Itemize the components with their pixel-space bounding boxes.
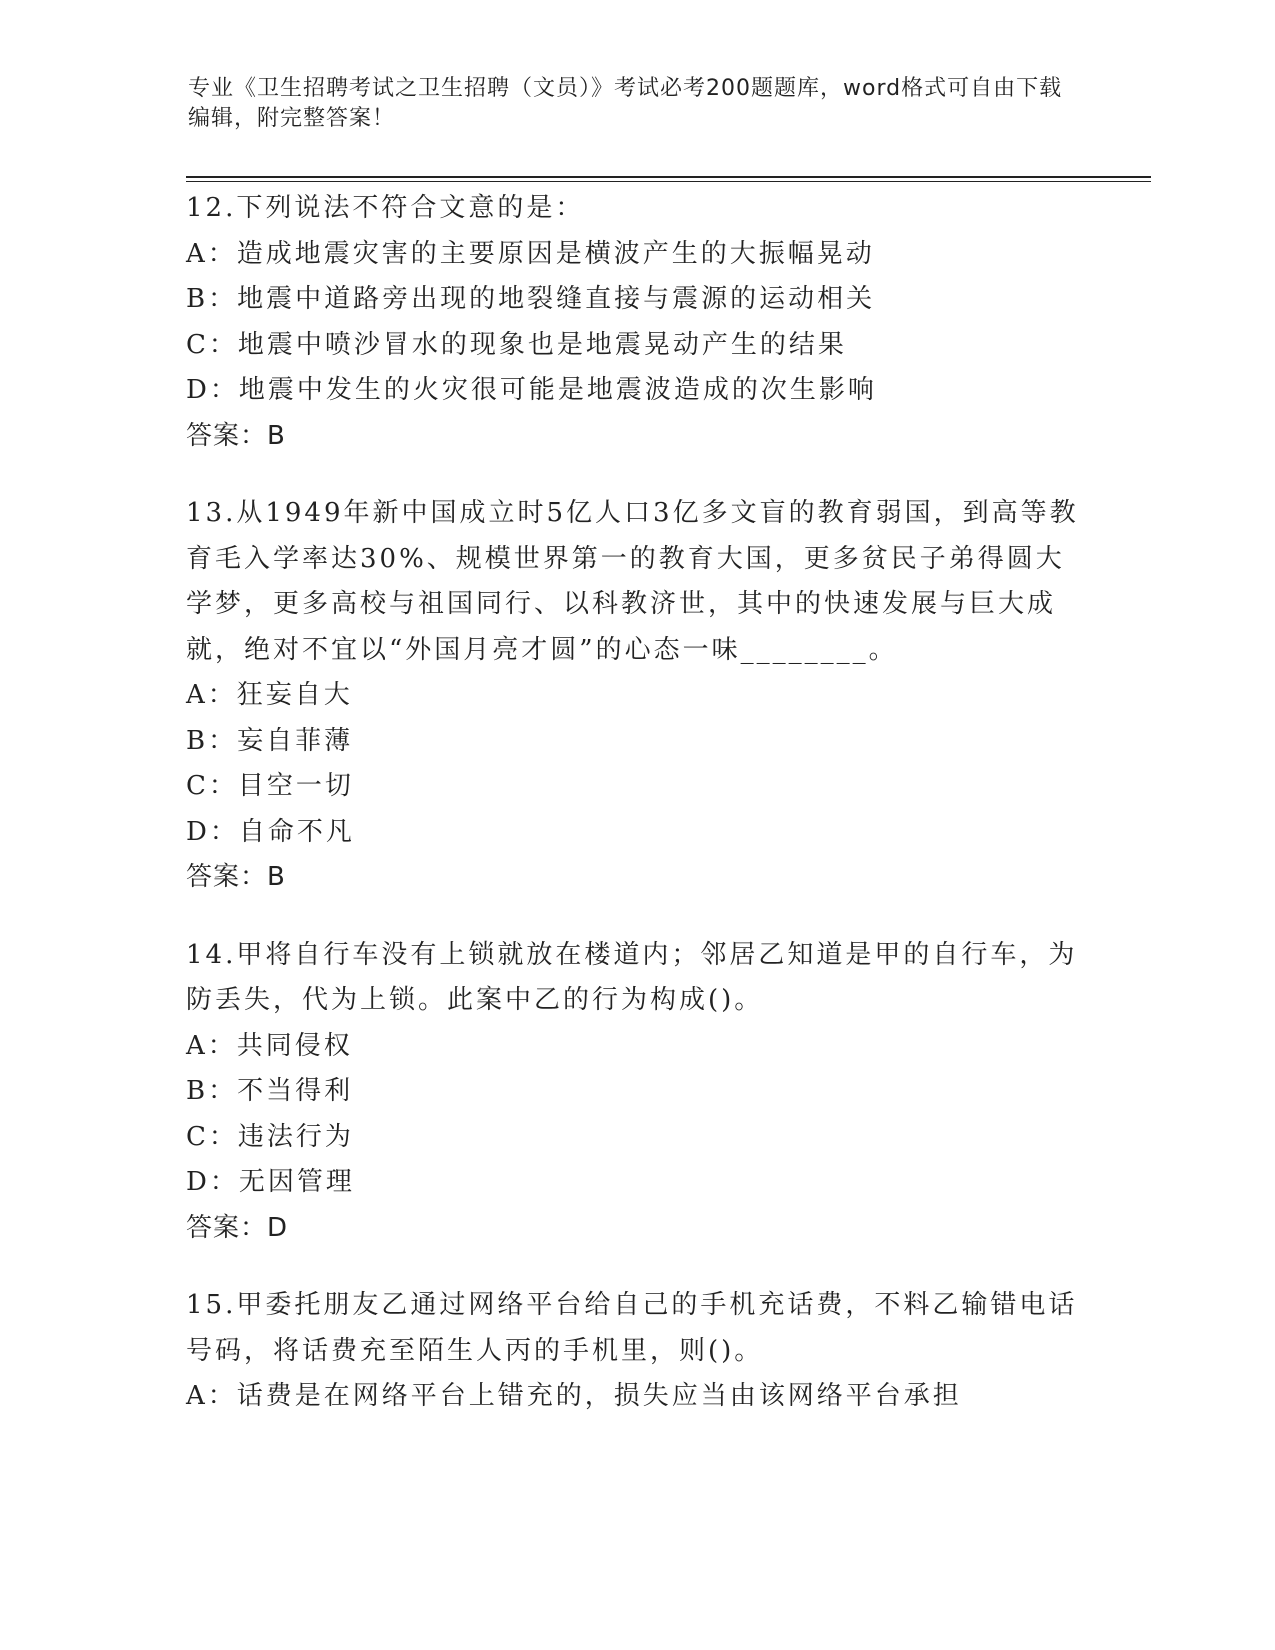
answer-line: 答案：B bbox=[186, 420, 286, 451]
answer-line: 答案：B bbox=[186, 862, 286, 892]
question-14 bbox=[186, 933, 1091, 1252]
question-12 bbox=[186, 186, 1091, 459]
option-c: C：目空一切 bbox=[186, 771, 354, 801]
option-a: A：共同侵权 bbox=[186, 1030, 353, 1061]
question-list bbox=[186, 186, 1091, 1452]
header-divider bbox=[186, 176, 1151, 178]
answer-line: 答案：D bbox=[186, 1212, 289, 1243]
option-list bbox=[186, 1024, 1091, 1206]
option-b: B：不当得利 bbox=[186, 1076, 354, 1106]
option-c: C：违法行为 bbox=[186, 1121, 354, 1152]
question-stem: 12.下列说法不符合文意的是： bbox=[186, 193, 585, 223]
option-list bbox=[186, 673, 1091, 855]
question-stem: 15.甲委托朋友乙通过网络平台给自己的手机充话费，不料乙输错电话号码，将话费充至陌生人丙的手机里，则()。 bbox=[186, 1290, 1078, 1366]
option-list bbox=[186, 232, 1091, 414]
question-13 bbox=[186, 491, 1091, 901]
option-a: A：狂妄自大 bbox=[186, 680, 353, 710]
option-d: D：自命不凡 bbox=[186, 816, 355, 847]
option-a: A：造成地震灾害的主要原因是横波产生的大振幅晃动 bbox=[186, 238, 875, 269]
option-d: D：无因管理 bbox=[186, 1167, 355, 1197]
header-divider-thin bbox=[186, 181, 1151, 182]
option-list bbox=[186, 1374, 1091, 1420]
option-b: B：妄自菲薄 bbox=[186, 725, 354, 756]
question-stem: 14.甲将自行车没有上锁就放在楼道内；邻居乙知道是甲的自行车，为防丢失，代为上锁。此案中乙的行为构成()。 bbox=[186, 939, 1078, 1015]
document-header: 专业《卫生招聘考试之卫生招聘（文员）》考试必考200题题库，word格式可自由下载编辑，附完整答案！ bbox=[188, 76, 1063, 131]
option-c: C：地震中喷沙冒水的现象也是地震晃动产生的结果 bbox=[186, 329, 847, 360]
option-b: B：地震中道路旁出现的地裂缝直接与震源的运动相关 bbox=[186, 284, 876, 314]
option-d: D：地震中发生的火灾很可能是地震波造成的次生影响 bbox=[186, 375, 877, 405]
question-stem: 13.从1949年新中国成立时5亿人口3亿多文盲的教育弱国，到高等教育毛入学率达30%、规模世界第一的教育大国，更多贫民子弟得圆大学梦，更多高校与祖国同行、以科教济世，其中的快速发展与巨大成就，绝对不宜以“外国月亮才圆”的心态一味________。 bbox=[186, 498, 1079, 665]
option-a: A：话费是在网络平台上错充的，损失应当由该网络平台承担 bbox=[186, 1381, 962, 1411]
question-15 bbox=[186, 1283, 1091, 1420]
